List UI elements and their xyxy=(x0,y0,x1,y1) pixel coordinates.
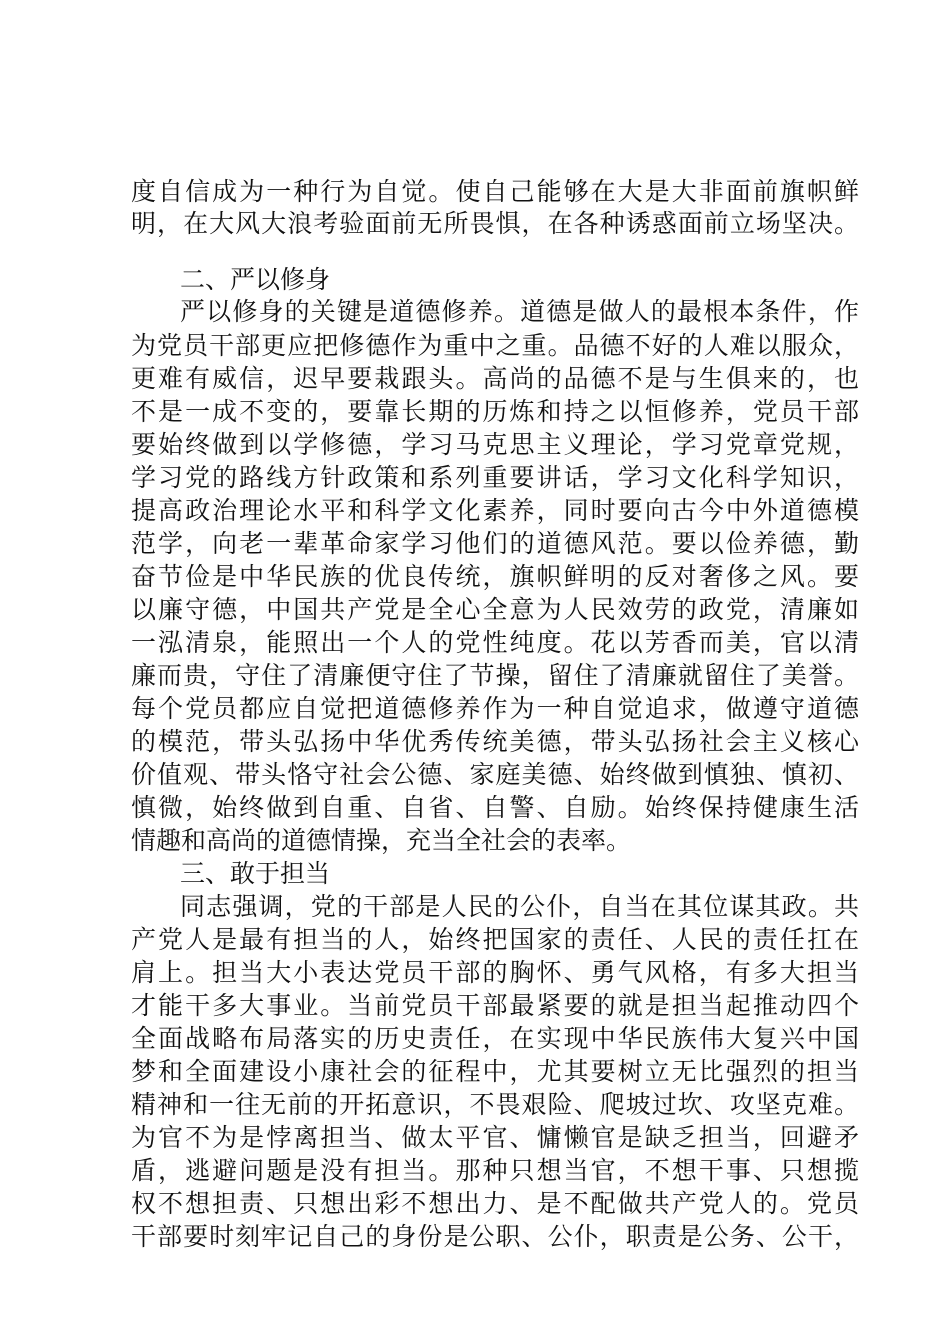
paragraph-line: 慎微，始终做到自重、自省、自警、自励。始终保持健康生活 xyxy=(131,793,859,822)
paragraph-line: 以廉守德，中国共产党是全心全意为人民效劳的政党，清廉如 xyxy=(131,595,859,624)
paragraph-line: 的模范，带头弘扬中华优秀传统美德，带头弘扬社会主义核心 xyxy=(131,727,859,756)
paragraph-line: 不是一成不变的，要靠长期的历炼和持之以恒修养，党员干部 xyxy=(131,397,859,426)
paragraph-line: 精神和一往无前的开拓意识，不畏艰险、爬坡过坎、攻坚克难。 xyxy=(131,1090,859,1119)
paragraph-line: 才能干多大事业。当前党员干部最紧要的就是担当起推动四个 xyxy=(131,991,859,1020)
section-heading: 三、敢于担当 xyxy=(180,859,331,888)
paragraph-line: 提高政治理论水平和科学文化素养，同时要向古今中外道德模 xyxy=(131,496,859,525)
paragraph-line: 奋节俭是中华民族的优良传统，旗帜鲜明的反对奢侈之风。要 xyxy=(131,562,859,591)
paragraph-line: 为党员干部更应把修德作为重中之重。品德不好的人难以服众， xyxy=(131,331,859,360)
paragraph-line: 价值观、带头恪守社会公德、家庭美德、始终做到慎独、慎初、 xyxy=(131,760,859,789)
paragraph-line: 干部要时刻牢记自己的身份是公职、公仆，职责是公务、公干， xyxy=(131,1222,859,1251)
paragraph-line: 权不想担责、只想出彩不想出力、是不配做共产党人的。党员 xyxy=(131,1189,859,1218)
paragraph-line: 同志强调，党的干部是人民的公仆，自当在其位谋其政。共 xyxy=(180,892,859,921)
paragraph-line: 一泓清泉，能照出一个人的党性纯度。花以芳香而美，官以清 xyxy=(131,628,859,657)
paragraph-line: 更难有威信，迟早要栽跟头。高尚的品德不是与生俱来的，也 xyxy=(131,364,859,393)
section-heading: 二、严以修身 xyxy=(180,265,331,294)
paragraph-line: 明，在大风大浪考验面前无所畏惧，在各种诱惑面前立场坚决。 xyxy=(131,209,859,238)
paragraph-line: 肩上。担当大小表达党员干部的胸怀、勇气风格，有多大担当 xyxy=(131,958,859,987)
paragraph-line: 严以修身的关键是道德修养。道德是做人的最根本条件，作 xyxy=(180,297,859,326)
paragraph-line: 全面战略布局落实的历史责任，在实现中华民族伟大复兴中国 xyxy=(131,1024,859,1053)
paragraph-line: 度自信成为一种行为自觉。使自己能够在大是大非面前旗帜鲜 xyxy=(131,177,859,206)
paragraph-line: 情趣和高尚的道德情操，充当全社会的表率。 xyxy=(131,826,632,855)
paragraph-line: 学习党的路线方针政策和系列重要讲话，学习文化科学知识， xyxy=(131,463,859,492)
paragraph-line: 为官不为是悖离担当、做太平官、慵懒官是缺乏担当，回避矛 xyxy=(131,1123,859,1152)
paragraph-line: 要始终做到以学修德，学习马克思主义理论，学习党章党规， xyxy=(131,430,859,459)
paragraph-line: 盾，逃避问题是没有担当。那种只想当官，不想干事、只想揽 xyxy=(131,1156,859,1185)
paragraph-line: 范学，向老一辈革命家学习他们的道德风范。要以俭养德，勤 xyxy=(131,529,859,558)
paragraph-line: 产党人是最有担当的人，始终把国家的责任、人民的责任扛在 xyxy=(131,925,859,954)
paragraph-line: 廉而贵，守住了清廉便守住了节操，留住了清廉就留住了美誉。 xyxy=(131,661,859,690)
paragraph-line: 梦和全面建设小康社会的征程中，尤其要树立无比强烈的担当 xyxy=(131,1057,859,1086)
paragraph-line: 每个党员都应自觉把道德修养作为一种自觉追求，做遵守道德 xyxy=(131,694,859,723)
